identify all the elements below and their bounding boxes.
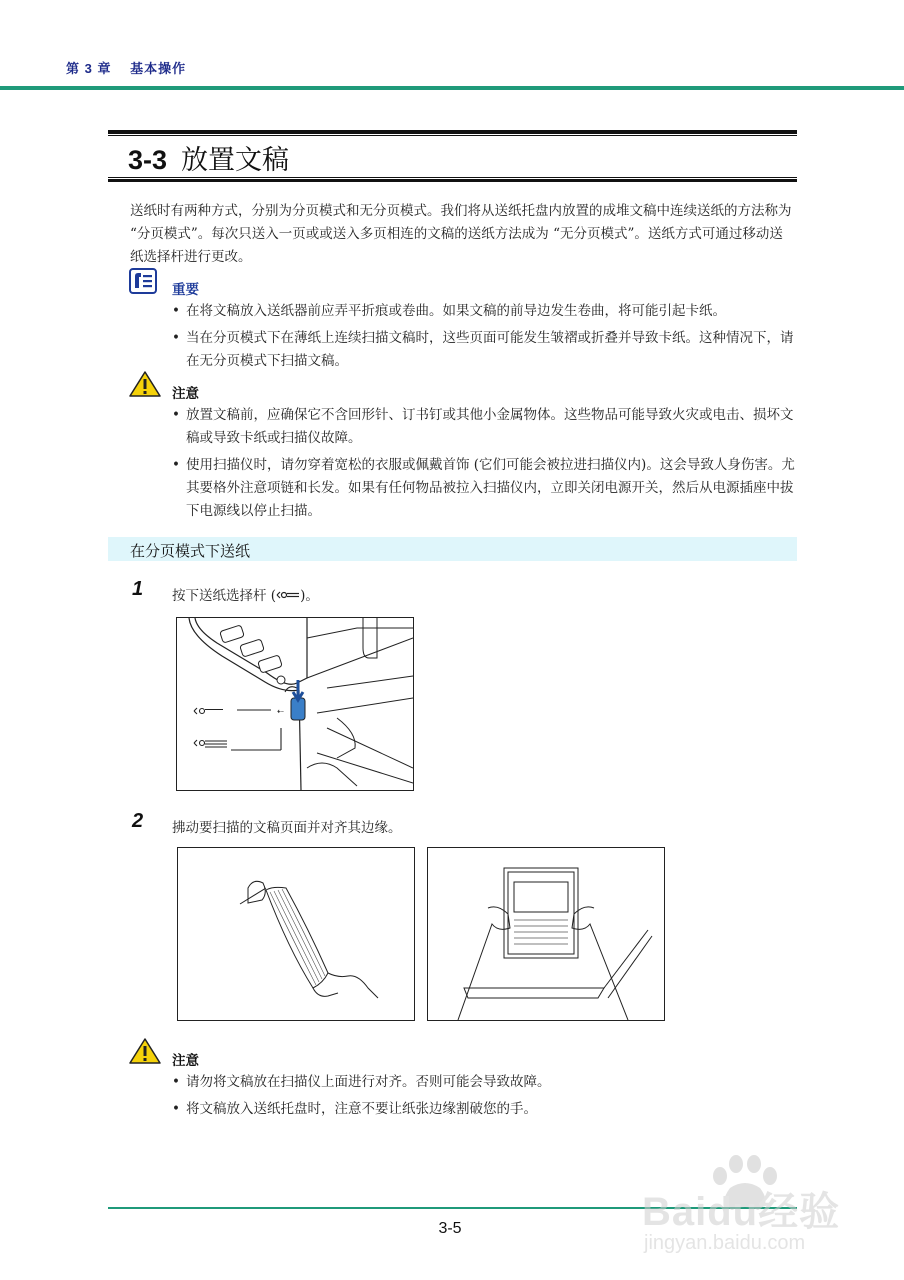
- page-title: [128, 138, 289, 177]
- step-text: 拂动要扫描的文稿页面并对齐其边缘。: [172, 820, 402, 836]
- header-divider: [0, 86, 904, 90]
- caution-label: 注意: [172, 1053, 199, 1069]
- subsection-heading: [108, 537, 797, 561]
- title-rule-bottom: [108, 179, 797, 182]
- chapter-title: 基本操作: [130, 61, 187, 76]
- watermark-url: jingyan.baidu.com: [644, 1232, 806, 1254]
- warning-triangle-icon: [128, 1037, 162, 1069]
- figure-align-edges: [427, 847, 665, 1021]
- important-label: 重要: [172, 282, 199, 298]
- baidu-watermark: [620, 1140, 860, 1270]
- watermark-brand: Baidu经验: [642, 1190, 841, 1234]
- subsection-title: 在分页模式下送纸: [130, 542, 251, 560]
- caution-list: [172, 1071, 798, 1125]
- warning-triangle-icon: [128, 370, 162, 402]
- step-number: 1: [132, 578, 144, 600]
- step-number: 2: [132, 810, 144, 832]
- list-item: • 将文稿放入送纸托盘时，注意不要让纸张边缘割破您的手。: [172, 1098, 798, 1121]
- page-number: 3-5: [438, 1220, 462, 1237]
- figure-feed-lever: [176, 617, 414, 791]
- list-item: • 当在分页模式下在薄纸上连续扫描文稿时，这些页面可能发生皱褶或折叠并导致卡纸。这种情况下，请在无分页模式下扫描文稿。: [172, 327, 798, 373]
- separation-mode-icon: [276, 589, 300, 605]
- title-rule-bottom-thin: [108, 177, 797, 178]
- step-text-before: 按下送纸选择杆 (: [172, 588, 277, 604]
- intro-paragraph: 送纸时有两种方式，分别为分页模式和无分页模式。我们将从送纸托盘内放置的成堆文稿中连续送纸的方法称为 “分页模式”。每次只送入一页或或送入多页相连的文稿的送纸方法成为 “无分页模式”。送纸方式可通过移动送纸选择杆进行更改。: [130, 203, 792, 265]
- caution-list: [172, 404, 798, 527]
- step-text: [172, 584, 319, 605]
- title-rule-top-thin: [108, 135, 797, 136]
- list-item: • 放置文稿前，应确保它不含回形针、订书钉或其他小金属物体。这些物品可能导致火灾或电击、损坏文稿或导致卡纸或扫描仪故障。: [172, 404, 798, 450]
- list-item: • 请勿将文稿放在扫描仪上面进行对齐。否则可能会导致故障。: [172, 1071, 798, 1094]
- figure-fan-pages: [177, 847, 415, 1021]
- important-note-icon: [129, 268, 157, 298]
- caution-label: 注意: [172, 386, 199, 402]
- step-text-after: )。: [300, 588, 319, 604]
- title-rule-top: [108, 130, 797, 134]
- chapter-number: 第 3 章: [66, 61, 112, 76]
- svg-text:⇠: ⇠: [277, 707, 284, 716]
- list-item: • 在将文稿放入送纸器前应弄平折痕或卷曲。如果文稿的前导边发生卷曲，将可能引起卡纸。: [172, 300, 798, 323]
- section-title: 放置文稿: [181, 145, 290, 176]
- section-number: 3-3: [128, 145, 168, 175]
- list-item: • 使用扫描仪时，请勿穿着宽松的衣服或佩戴首饰 (它们可能会被拉进扫描仪内)。这会导致人身伤害。尤其要格外注意项链和长发。如果有任何物品被拉入扫描仪内，立即关闭电源开关，然后从电源插座中拔下电源线以停止扫描。: [172, 454, 798, 523]
- running-header: [66, 58, 200, 77]
- important-list: [172, 300, 798, 377]
